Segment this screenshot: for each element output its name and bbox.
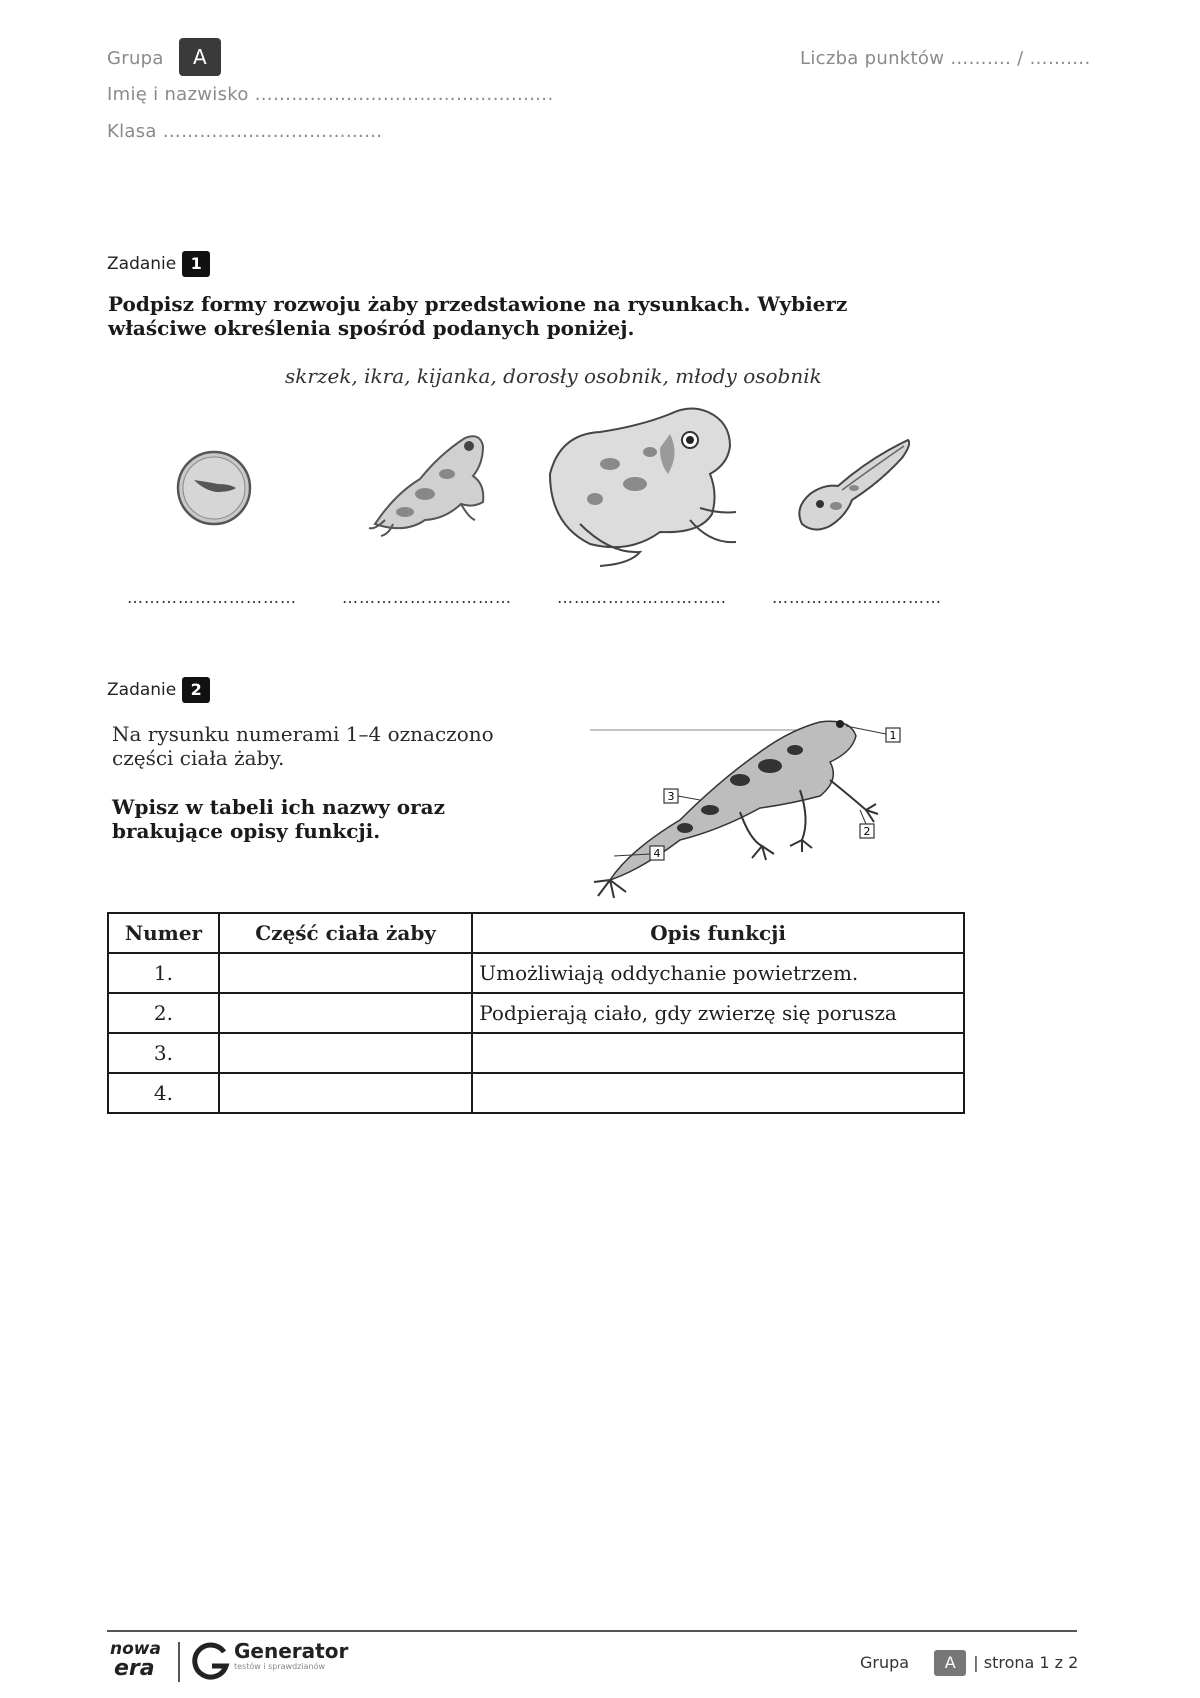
adult-frog-icon	[540, 404, 740, 568]
tadpole-icon	[790, 428, 920, 538]
footer-group-badge: A	[934, 1650, 966, 1676]
table-row	[108, 1073, 964, 1113]
group-field	[107, 38, 221, 76]
body-part-cell[interactable]	[219, 1033, 472, 1073]
generator-logo	[234, 1640, 348, 1672]
generator-logo-icon	[192, 1642, 230, 1682]
task1-instruction: Podpisz formy rozwoju żaby przedstawione na rysunkach. Wybierz właściwe określenia spośród podanych poniżej.	[108, 292, 848, 340]
header-function: Opis funkcji	[472, 913, 964, 953]
footer-page-info	[860, 1650, 1078, 1676]
row-number: 1.	[108, 953, 219, 993]
header-body-part: Część ciała żaby	[219, 913, 472, 953]
task2-label: Zadanie	[107, 680, 177, 700]
footer-group-label: Grupa	[860, 1653, 910, 1672]
task1-heading	[107, 251, 210, 277]
table-row	[108, 1033, 964, 1073]
function-cell: Umożliwiają oddychanie powietrzem.	[472, 953, 964, 993]
young-frog-icon	[365, 424, 493, 540]
blank-adult-frog[interactable]: …………………………	[557, 588, 727, 607]
body-part-cell[interactable]	[219, 1073, 472, 1113]
task2-heading	[107, 677, 210, 703]
task1-label: Zadanie	[107, 254, 177, 274]
row-number: 2.	[108, 993, 219, 1033]
function-cell[interactable]	[472, 1033, 964, 1073]
header-number: Numer	[108, 913, 219, 953]
row-number: 4.	[108, 1073, 219, 1113]
name-field[interactable]: Imię i nazwisko ………………………………………….	[107, 84, 554, 105]
callout-2: 2	[863, 825, 871, 838]
points-field[interactable]: Liczba punktów ………. / ……….	[800, 48, 1091, 69]
footer-page-label: | strona 1 z 2	[973, 1653, 1079, 1672]
task1-options: skrzek, ikra, kijanka, dorosły osobnik, młody osobnik	[285, 364, 822, 388]
function-cell[interactable]	[472, 1073, 964, 1113]
logo-top-text: nowa	[110, 1639, 161, 1659]
table-row	[108, 993, 964, 1033]
group-label: Grupa	[107, 48, 164, 69]
class-field[interactable]: Klasa ………………………………	[107, 121, 383, 142]
table-header-row	[108, 913, 964, 953]
group-badge: A	[179, 38, 221, 76]
logo-bottom-text: era	[114, 1656, 155, 1681]
callout-4: 4	[653, 847, 661, 860]
function-cell: Podpierają ciało, gdy zwierzę się porusza	[472, 993, 964, 1033]
body-part-cell[interactable]	[219, 953, 472, 993]
body-parts-table	[107, 912, 965, 1114]
footer-divider	[107, 1630, 1077, 1632]
blank-young-frog[interactable]: …………………………	[342, 588, 512, 607]
task1-number: 1	[182, 251, 210, 277]
egg-icon	[170, 444, 258, 532]
generator-sub: testów i sprawdzianów	[234, 1662, 325, 1671]
nowa-era-logo	[110, 1640, 168, 1688]
generator-label: Generator	[234, 1639, 349, 1663]
body-part-cell[interactable]	[219, 993, 472, 1033]
blank-egg[interactable]: …………………………	[127, 588, 297, 607]
task2-instruction: Wpisz w tabeli ich nazwy oraz brakujące opisy funkcji.	[112, 795, 445, 843]
row-number: 3.	[108, 1033, 219, 1073]
frog-diagram	[590, 700, 940, 900]
task2-number: 2	[182, 677, 210, 703]
blank-tadpole[interactable]: …………………………	[772, 588, 942, 607]
footer-logo-divider	[178, 1642, 180, 1682]
task2-intro: Na rysunku numerami 1–4 oznaczono części ciała żaby.	[112, 722, 494, 770]
callout-1: 1	[889, 729, 897, 742]
table-row	[108, 953, 964, 993]
callout-3: 3	[667, 790, 675, 803]
